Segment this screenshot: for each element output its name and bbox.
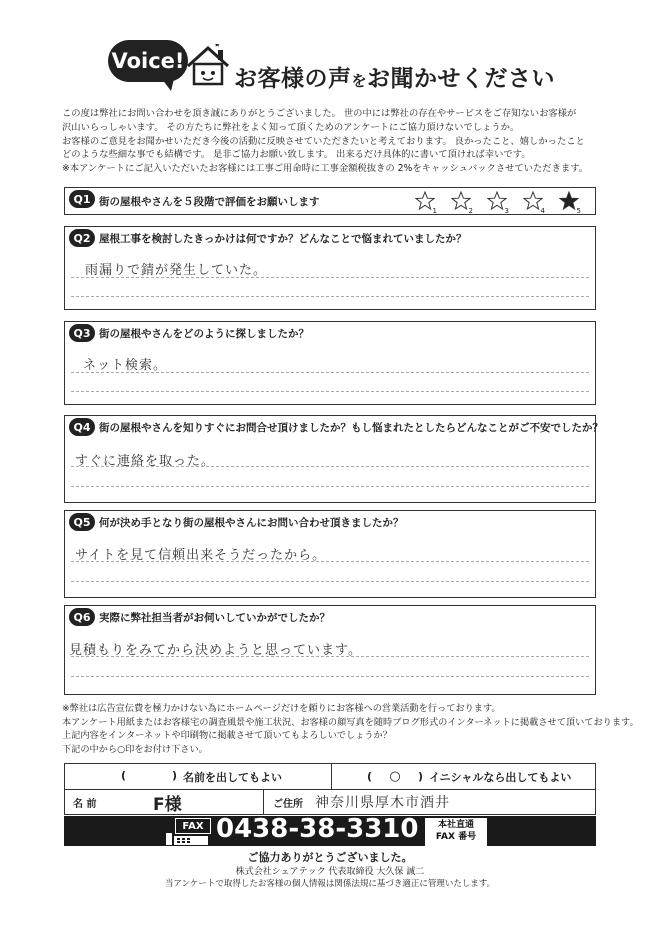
note-line: ※弊社は広告宣伝費を極力かけない為にホームページだけを頼りにお客様への営業活動を行っております。 [62,703,501,714]
page-title [234,60,555,93]
consent-label-2: イニシャルなら出してもよい [429,771,572,784]
question-5 [64,510,596,598]
footer-privacy: 当アンケートで取得したお客様の個人情報は関係法規に基づき適正に管理いたします。 [164,879,496,889]
rating-stars[interactable] [415,191,581,213]
question-text: 屋根工事を検討したきっかけは何ですか？どんなことで悩まれていましたか？ [99,233,467,245]
question-4 [64,415,603,503]
footer-company: 株式会社シェアテック 代表取締役 大久保 誠二 [235,867,425,877]
intro-line: ※本アンケートにご記入いただいたお客様には工事ご用命時に工事金額税抜きの 2%をキャッシュバックさせていただきます。 [62,163,589,175]
rating-star-label: 1 [432,207,437,215]
address-value[interactable]: 神奈川県厚木市酒井 [315,795,450,811]
fax-direct-badge [425,818,487,846]
intro-text [62,107,622,176]
question-text: 街の屋根やさんを知りすぐにお問合せ頂けましたか？もし悩まれたとしたらどんなことがご不安でしたか？ [99,422,603,434]
address-label: ご住所 [273,799,303,810]
question-badge: Q2 [69,229,95,247]
name-label: 名 前 [73,799,97,810]
question-badge: Q5 [69,513,95,531]
question-badge: Q4 [69,418,95,436]
question-3 [64,321,596,405]
consent-label-1: 名前を出してもよい [183,771,282,784]
name-value[interactable]: F様 [153,795,182,815]
intro-line: この度は弊社にお問い合わせを頂き誠にありがとうございました。 世の中には弊社の存在やサービスをご存知ないお客様が [62,108,577,119]
question-text: 何が決め手となり街の屋根やさんにお問い合わせ頂きましたか？ [99,517,404,529]
fax-label: FAX [175,818,211,834]
footer-thanks: ご協力ありがとうございました。 [247,851,413,864]
question-badge: Q1 [69,190,95,208]
question-6 [64,605,596,695]
question-2 [64,226,596,310]
title-tail: お聞かせください [367,66,556,92]
rating-star-4[interactable] [523,191,545,213]
consent-mark-2[interactable]: ○ [389,769,401,784]
house-icon [184,44,232,88]
rating-star-1[interactable] [415,191,437,213]
note-line: 本アンケート用紙またはお客様宅の調査風景や施工状況、お客様の顔写真を随時ブログ形式のインターネットに掲載させて頂いております。 [62,716,639,728]
answer-text[interactable]: 見積もりをみてから決めようと思っています。 [69,643,362,658]
voice-badge-text: Voice! [111,49,185,73]
intro-line: お客様のご意見をお聞かせいただき今後の活動に反映させていただきたいと考えております。 良かったこと、嬉しかったこと [62,135,585,147]
answer-text[interactable]: サイトを見て信頼出来そうだったから。 [75,548,327,563]
rating-star-5[interactable] [559,191,581,213]
title-main: お客様の声 [234,66,352,92]
rating-star-3[interactable] [487,191,509,213]
question-badge: Q3 [69,324,95,342]
question-text: 実際に弊社担当者がお伺いしていかがでしたか？ [99,612,330,624]
consent-option-initial[interactable]: ( ○ ) [367,769,424,784]
notes [62,702,639,756]
question-text: 街の屋根やさんを５段階で評価をお願いします [99,196,320,208]
title-wo: を [351,72,368,90]
fax-number: 0438-38-3310 [216,814,419,844]
note-line: 上記内容をインターネットや印刷物に掲載させて頂いてもよろしいでしょうか？ [62,730,392,741]
rating-star-label: 5 [576,207,581,215]
fax-direct-line1: 本社直通 [437,820,474,830]
question-1 [64,187,596,215]
intro-line: 沢山いらっしゃいます。 その方たちに弊社をよく知って頂くためのアンケートにご協力頂けないでしょうか。 [62,121,520,133]
consent-table [64,763,596,815]
rating-star-label: 3 [504,207,509,215]
rating-star-label: 2 [468,207,473,215]
answer-text[interactable]: 雨漏りで錆が発生していた。 [85,263,268,278]
answer-text[interactable]: ネット検索。 [83,358,168,373]
note-line: 下記の中から○印をお付け下さい。 [62,743,208,755]
rating-star-label: 4 [540,207,545,215]
answer-text[interactable]: すぐに連絡を取った。 [75,454,216,469]
fax-direct-line2: FAX 番号 [435,832,477,842]
question-badge: Q6 [69,608,95,626]
intro-line: どのような些細な事でも結構です。 是非ご協力お願い致します。 出来るだけ具体的に書いて頂ければ幸いです。 [62,149,531,161]
rating-star-2[interactable] [451,191,473,213]
voice-badge [108,40,188,82]
question-text: 街の屋根やさんをどのように探しましたか？ [99,328,309,340]
consent-option-name[interactable]: ( ) [121,769,178,782]
